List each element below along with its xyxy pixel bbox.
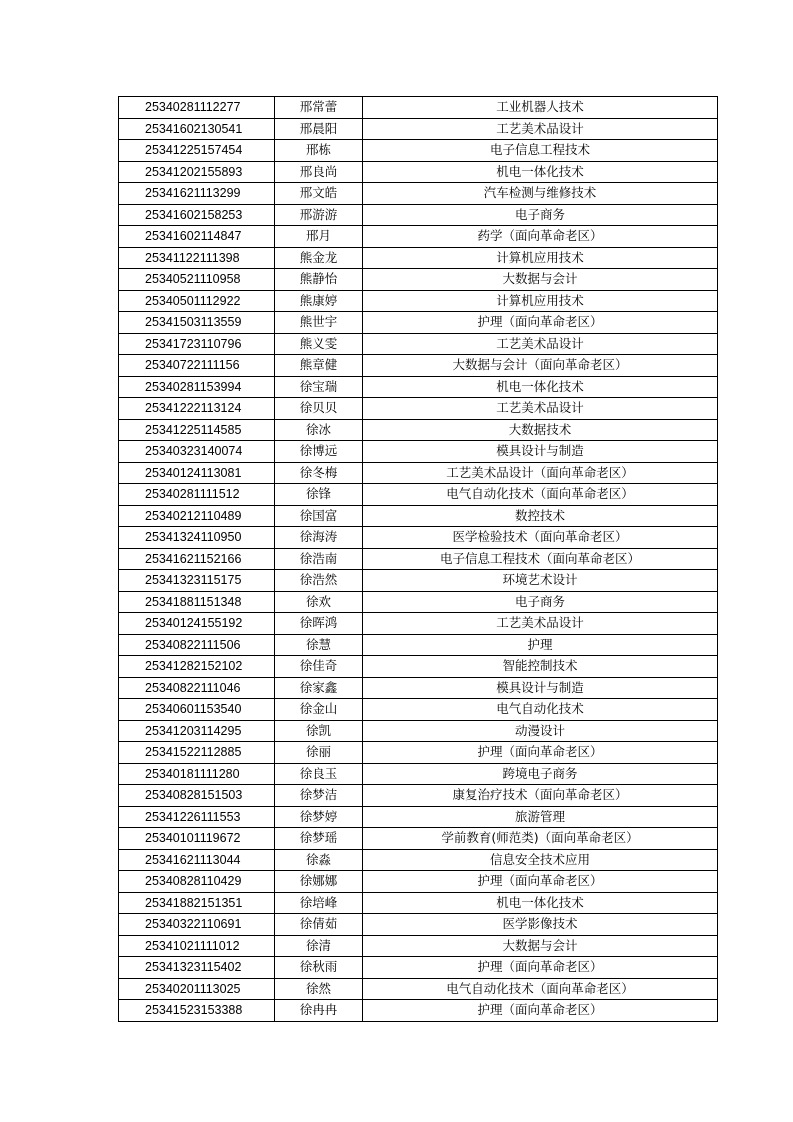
student-name-cell: 徐慧 — [275, 634, 363, 656]
student-name-cell: 熊康婷 — [275, 290, 363, 312]
major-cell: 护理（面向革命老区） — [363, 312, 718, 334]
student-name-cell: 徐培峰 — [275, 892, 363, 914]
candidate-number-cell: 25341226111553 — [119, 806, 275, 828]
table-row — [119, 892, 718, 914]
student-name-cell: 邢游游 — [275, 204, 363, 226]
major-cell: 电气自动化技术（面向革命老区） — [363, 978, 718, 1000]
candidate-number-cell: 25341602114847 — [119, 226, 275, 248]
candidate-number-cell: 25340601153540 — [119, 699, 275, 721]
table-row — [119, 398, 718, 420]
major-cell: 环境艺术设计 — [363, 570, 718, 592]
candidate-number-cell: 25340212110489 — [119, 505, 275, 527]
table-row — [119, 849, 718, 871]
major-cell: 工业机器人技术 — [363, 97, 718, 119]
table-row — [119, 699, 718, 721]
table-row — [119, 914, 718, 936]
candidate-number-cell: 25340521110958 — [119, 269, 275, 291]
candidate-number-cell: 25340828110429 — [119, 871, 275, 893]
student-name-cell: 邢栋 — [275, 140, 363, 162]
table-row — [119, 247, 718, 269]
student-name-cell: 徐浩然 — [275, 570, 363, 592]
table-row — [119, 505, 718, 527]
major-cell: 大数据与会计 — [363, 269, 718, 291]
major-cell: 电气自动化技术（面向革命老区） — [363, 484, 718, 506]
candidate-number-cell: 25341225114585 — [119, 419, 275, 441]
student-name-cell: 徐宝瑞 — [275, 376, 363, 398]
student-name-cell: 徐家鑫 — [275, 677, 363, 699]
candidate-number-cell: 25341503113559 — [119, 312, 275, 334]
major-cell: 模具设计与制造 — [363, 677, 718, 699]
student-name-cell: 邢常蕾 — [275, 97, 363, 119]
major-cell: 跨境电子商务 — [363, 763, 718, 785]
table-row — [119, 333, 718, 355]
table-row — [119, 871, 718, 893]
major-cell: 电子信息工程技术 — [363, 140, 718, 162]
table-row — [119, 376, 718, 398]
student-name-cell: 徐贝贝 — [275, 398, 363, 420]
table-row — [119, 978, 718, 1000]
major-cell: 康复治疗技术（面向革命老区） — [363, 785, 718, 807]
major-cell: 电子信息工程技术（面向革命老区） — [363, 548, 718, 570]
candidate-number-cell: 25341021111012 — [119, 935, 275, 957]
table-row — [119, 204, 718, 226]
major-cell: 工艺美术品设计（面向革命老区） — [363, 462, 718, 484]
student-name-cell: 徐欢 — [275, 591, 363, 613]
candidate-number-cell: 25341723110796 — [119, 333, 275, 355]
table-row — [119, 140, 718, 162]
candidate-number-cell: 25341282152102 — [119, 656, 275, 678]
student-name-cell: 徐冬梅 — [275, 462, 363, 484]
major-cell: 动漫设计 — [363, 720, 718, 742]
candidate-number-cell: 25341202155893 — [119, 161, 275, 183]
student-name-cell: 徐丽 — [275, 742, 363, 764]
table-row — [119, 312, 718, 334]
student-name-cell: 徐浩南 — [275, 548, 363, 570]
table-row — [119, 419, 718, 441]
table-row — [119, 591, 718, 613]
student-name-cell: 徐金山 — [275, 699, 363, 721]
table-row — [119, 527, 718, 549]
major-cell: 智能控制技术 — [363, 656, 718, 678]
candidate-number-cell: 25340322110691 — [119, 914, 275, 936]
major-cell: 机电一体化技术 — [363, 892, 718, 914]
student-name-cell: 徐凯 — [275, 720, 363, 742]
major-cell: 模具设计与制造 — [363, 441, 718, 463]
table-row — [119, 935, 718, 957]
candidate-number-cell: 25341222113124 — [119, 398, 275, 420]
candidate-number-cell: 25340281153994 — [119, 376, 275, 398]
major-cell: 护理（面向革命老区） — [363, 871, 718, 893]
student-name-cell: 徐淼 — [275, 849, 363, 871]
table-row — [119, 462, 718, 484]
student-name-cell: 徐冰 — [275, 419, 363, 441]
student-name-cell: 徐倩茹 — [275, 914, 363, 936]
candidate-number-cell: 25341881151348 — [119, 591, 275, 613]
major-cell: 大数据技术 — [363, 419, 718, 441]
candidate-number-cell: 25341621152166 — [119, 548, 275, 570]
table-row — [119, 1000, 718, 1022]
table-row — [119, 355, 718, 377]
candidate-number-cell: 25341882151351 — [119, 892, 275, 914]
table-row — [119, 161, 718, 183]
candidate-number-cell: 25340323140074 — [119, 441, 275, 463]
student-name-cell: 徐海涛 — [275, 527, 363, 549]
major-cell: 旅游管理 — [363, 806, 718, 828]
major-cell: 护理（面向革命老区） — [363, 1000, 718, 1022]
student-name-cell: 徐锋 — [275, 484, 363, 506]
student-name-cell: 徐佳奇 — [275, 656, 363, 678]
candidate-number-cell: 25340281112277 — [119, 97, 275, 119]
student-name-cell: 熊章健 — [275, 355, 363, 377]
table-row — [119, 763, 718, 785]
major-cell: 护理（面向革命老区） — [363, 957, 718, 979]
table-row — [119, 742, 718, 764]
table-row — [119, 634, 718, 656]
major-cell: 机电一体化技术 — [363, 376, 718, 398]
candidate-number-cell: 25340822111046 — [119, 677, 275, 699]
table-row — [119, 828, 718, 850]
candidate-number-cell: 25340124155192 — [119, 613, 275, 635]
major-cell: 医学影像技术 — [363, 914, 718, 936]
candidate-number-cell: 25341522112885 — [119, 742, 275, 764]
table-row — [119, 677, 718, 699]
major-cell: 大数据与会计（面向革命老区） — [363, 355, 718, 377]
major-cell: 工艺美术品设计 — [363, 333, 718, 355]
student-name-cell: 熊金龙 — [275, 247, 363, 269]
table-row — [119, 226, 718, 248]
candidate-number-cell: 25340181111280 — [119, 763, 275, 785]
student-name-cell: 徐娜娜 — [275, 871, 363, 893]
student-name-cell: 徐博远 — [275, 441, 363, 463]
table-row — [119, 785, 718, 807]
candidate-number-cell: 25341621113299 — [119, 183, 275, 205]
major-cell: 计算机应用技术 — [363, 247, 718, 269]
student-name-cell: 邢月 — [275, 226, 363, 248]
candidate-number-cell: 25341523153388 — [119, 1000, 275, 1022]
major-cell: 工艺美术品设计 — [363, 613, 718, 635]
major-cell: 计算机应用技术 — [363, 290, 718, 312]
student-name-cell: 邢晨阳 — [275, 118, 363, 140]
student-name-cell: 徐秋雨 — [275, 957, 363, 979]
student-name-cell: 徐晖鸿 — [275, 613, 363, 635]
student-name-cell: 徐梦婷 — [275, 806, 363, 828]
student-name-cell: 邢文皓 — [275, 183, 363, 205]
major-cell: 汽车检测与维修技术 — [363, 183, 718, 205]
student-name-cell: 徐冉冉 — [275, 1000, 363, 1022]
student-name-cell: 徐梦洁 — [275, 785, 363, 807]
table-row — [119, 570, 718, 592]
major-cell: 药学（面向革命老区） — [363, 226, 718, 248]
major-cell: 护理（面向革命老区） — [363, 742, 718, 764]
table-row — [119, 548, 718, 570]
major-cell: 信息安全技术应用 — [363, 849, 718, 871]
candidate-number-cell: 25341225157454 — [119, 140, 275, 162]
candidate-number-cell: 25340822111506 — [119, 634, 275, 656]
student-name-cell: 徐良玉 — [275, 763, 363, 785]
table-row — [119, 118, 718, 140]
table-row — [119, 183, 718, 205]
table-row — [119, 97, 718, 119]
candidate-number-cell: 25341122111398 — [119, 247, 275, 269]
major-cell: 护理 — [363, 634, 718, 656]
major-cell: 学前教育(师范类)（面向革命老区） — [363, 828, 718, 850]
table-row — [119, 613, 718, 635]
admission-roster-table — [118, 96, 718, 1022]
table-row — [119, 441, 718, 463]
student-name-cell: 熊静怡 — [275, 269, 363, 291]
table-row — [119, 806, 718, 828]
candidate-number-cell: 25341602158253 — [119, 204, 275, 226]
major-cell: 电子商务 — [363, 591, 718, 613]
candidate-number-cell: 25341621113044 — [119, 849, 275, 871]
major-cell: 机电一体化技术 — [363, 161, 718, 183]
table-row — [119, 290, 718, 312]
student-name-cell: 邢良尚 — [275, 161, 363, 183]
student-name-cell: 徐然 — [275, 978, 363, 1000]
student-name-cell: 熊世宇 — [275, 312, 363, 334]
candidate-number-cell: 25341323115402 — [119, 957, 275, 979]
candidate-number-cell: 25340501112922 — [119, 290, 275, 312]
student-name-cell: 熊义雯 — [275, 333, 363, 355]
candidate-number-cell: 25340201113025 — [119, 978, 275, 1000]
table-row — [119, 484, 718, 506]
candidate-number-cell: 25340281111512 — [119, 484, 275, 506]
candidate-number-cell: 25341324110950 — [119, 527, 275, 549]
student-name-cell: 徐梦瑶 — [275, 828, 363, 850]
major-cell: 电子商务 — [363, 204, 718, 226]
student-name-cell: 徐清 — [275, 935, 363, 957]
table-row — [119, 269, 718, 291]
major-cell: 工艺美术品设计 — [363, 398, 718, 420]
candidate-number-cell: 25340124113081 — [119, 462, 275, 484]
major-cell: 大数据与会计 — [363, 935, 718, 957]
table-row — [119, 957, 718, 979]
candidate-number-cell: 25340722111156 — [119, 355, 275, 377]
major-cell: 工艺美术品设计 — [363, 118, 718, 140]
candidate-number-cell: 25341203114295 — [119, 720, 275, 742]
candidate-number-cell: 25340101119672 — [119, 828, 275, 850]
major-cell: 医学检验技术（面向革命老区） — [363, 527, 718, 549]
candidate-number-cell: 25341602130541 — [119, 118, 275, 140]
roster-body — [119, 97, 718, 1022]
candidate-number-cell: 25340828151503 — [119, 785, 275, 807]
table-row — [119, 720, 718, 742]
table-row — [119, 656, 718, 678]
major-cell: 数控技术 — [363, 505, 718, 527]
student-name-cell: 徐国富 — [275, 505, 363, 527]
candidate-number-cell: 25341323115175 — [119, 570, 275, 592]
major-cell: 电气自动化技术 — [363, 699, 718, 721]
